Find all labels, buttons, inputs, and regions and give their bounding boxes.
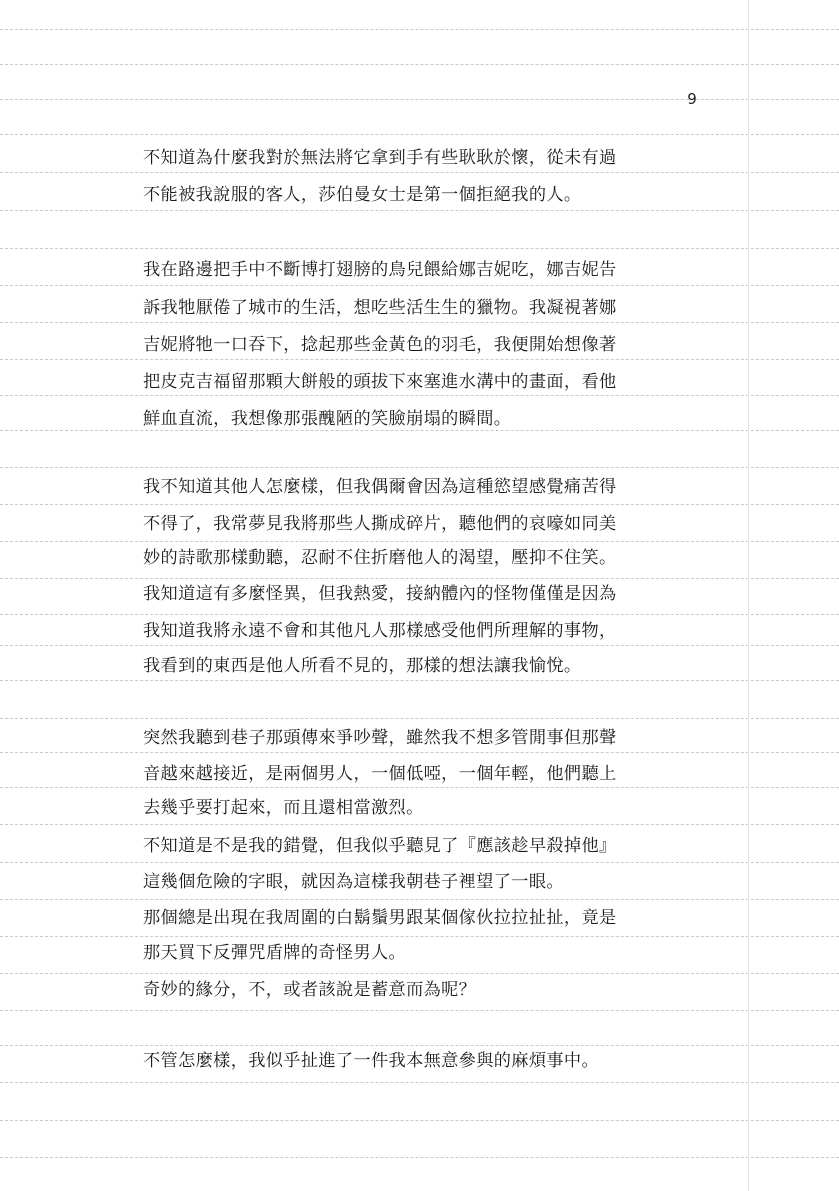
text-line: 突然我聽到巷子那頭傳來爭吵聲，雖然我不想多管閒事但那聲 bbox=[143, 728, 617, 748]
ruled-line bbox=[0, 680, 839, 681]
text-line: 那個總是出現在我周圍的白鬍鬚男跟某個傢伙拉拉扯扯，竟是 bbox=[143, 908, 617, 928]
text-line: 妙的詩歌那樣動聽，忍耐不住折磨他人的渴望，壓抑不住笑。 bbox=[143, 548, 617, 568]
text-line: 我在路邊把手中不斷博打翅膀的鳥兒餵給娜吉妮吃，娜吉妮告 bbox=[143, 260, 617, 280]
ruled-line bbox=[0, 936, 839, 937]
text-line: 不知道為什麼我對於無法將它拿到手有些耿耿於懷，從未有過 bbox=[143, 148, 617, 168]
ruled-line bbox=[0, 1082, 839, 1083]
ruled-line bbox=[0, 99, 839, 100]
ruled-line bbox=[0, 862, 839, 863]
ruled-line bbox=[0, 578, 839, 579]
text-line: 去幾乎要打起來，而且還相當激烈。 bbox=[143, 798, 424, 818]
ruled-line bbox=[0, 899, 839, 900]
text-line: 我看到的東西是他人所看不見的，那樣的想法讓我愉悅。 bbox=[143, 656, 582, 676]
ruled-line bbox=[0, 467, 839, 468]
text-line: 那天買下反彈咒盾牌的奇怪男人。 bbox=[143, 943, 407, 963]
ruled-line bbox=[0, 1010, 839, 1011]
ruled-line bbox=[0, 64, 839, 65]
ruled-line bbox=[0, 134, 839, 135]
ruled-line bbox=[0, 210, 839, 211]
text-line: 不得了，我常夢見我將那些人撕成碎片，聽他們的哀嚎如同美 bbox=[143, 514, 617, 534]
ruled-line bbox=[0, 248, 839, 249]
ruled-line bbox=[0, 172, 839, 173]
text-line: 這幾個危險的字眼，就因為這樣我朝巷子裡望了一眼。 bbox=[143, 872, 564, 892]
text-line: 吉妮將牠一口吞下，捻起那些金黃色的羽毛，我便開始想像著 bbox=[143, 335, 617, 355]
ruled-line bbox=[0, 395, 839, 396]
ruled-line bbox=[0, 787, 839, 788]
ruled-line bbox=[0, 718, 839, 719]
text-line: 不能被我說服的客人，莎伯曼女士是第一個拒絕我的人。 bbox=[143, 185, 582, 205]
ruled-line bbox=[0, 1045, 839, 1046]
ruled-line bbox=[0, 1120, 839, 1121]
ruled-line bbox=[0, 504, 839, 505]
ruled-line bbox=[0, 285, 839, 286]
ruled-line bbox=[0, 645, 839, 646]
text-line: 我不知道其他人怎麼樣，但我偶爾會因為這種慾望感覺痛苦得 bbox=[143, 477, 617, 497]
ruled-line bbox=[0, 541, 839, 542]
text-line: 奇妙的緣分，不，或者該說是蓄意而為呢？ bbox=[143, 980, 477, 1000]
ruled-line bbox=[0, 29, 839, 30]
ruled-line bbox=[0, 359, 839, 360]
ruled-line bbox=[0, 1157, 839, 1158]
ruled-line bbox=[0, 973, 839, 974]
text-line: 鮮血直流，我想像那張醜陋的笑臉崩塌的瞬間。 bbox=[143, 409, 512, 429]
ruled-line bbox=[0, 824, 839, 825]
ruled-line bbox=[0, 614, 839, 615]
text-line: 不知道是不是我的錯覺，但我似乎聽見了『應該趁早殺掉他』 bbox=[143, 836, 617, 856]
ruled-line bbox=[0, 322, 839, 323]
text-line: 我知道這有多麼怪異，但我熱愛，接納體內的怪物僅僅是因為 bbox=[143, 584, 617, 604]
ruled-line bbox=[0, 752, 839, 753]
text-line: 不管怎麼樣，我似乎扯進了一件我本無意參與的麻煩事中。 bbox=[143, 1051, 599, 1071]
text-line: 訴我牠厭倦了城市的生活，想吃些活生生的獵物。我凝視著娜 bbox=[143, 298, 617, 318]
margin-line bbox=[748, 0, 749, 1191]
text-line: 音越來越接近，是兩個男人，一個低啞，一個年輕，他們聽上 bbox=[143, 764, 617, 784]
page-number: 9 bbox=[687, 90, 697, 108]
text-line: 把皮克吉福留那顆大餅般的頭拔下來塞進水溝中的畫面，看他 bbox=[143, 372, 617, 392]
text-line: 我知道我將永遠不會和其他凡人那樣感受他們所理解的事物， bbox=[143, 621, 617, 641]
